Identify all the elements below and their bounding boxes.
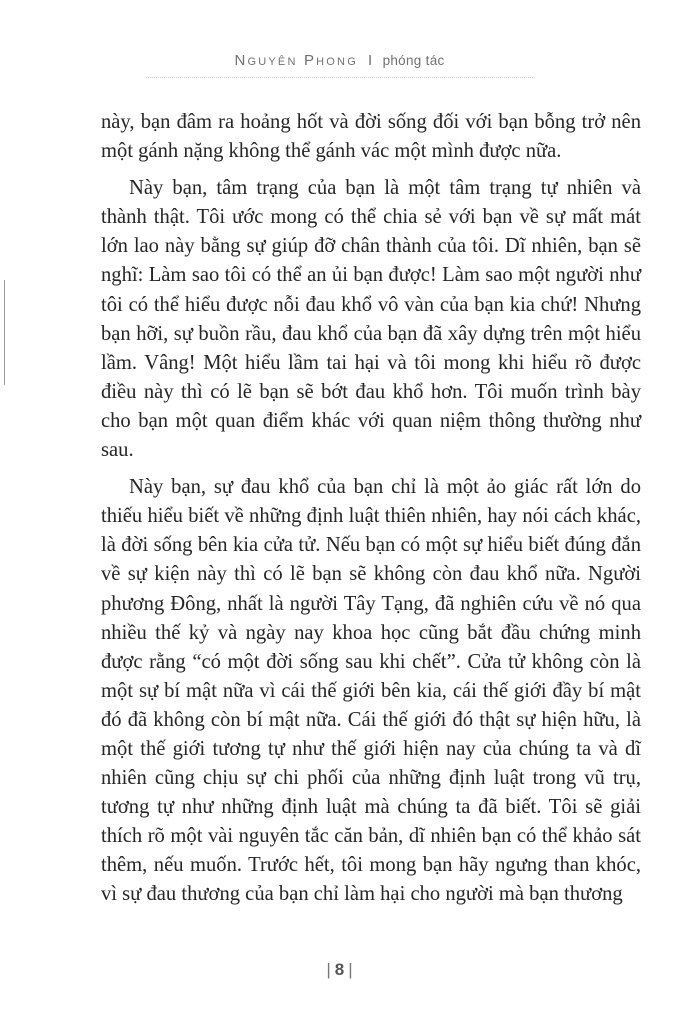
header-role: phóng tác [382,53,445,68]
folio-bar-left: | [326,960,331,979]
paragraph-2: Này bạn, tâm trạng của bạn là một tâm trạng tự nhiên và thành thật. Tôi ước mong có thể chia sẻ với bạn về sự mất mát lớn lao này bằng sự giúp đỡ chân thành của tôi. Dĩ nhiên, bạn sẽ nghĩ: Làm sao tôi có thể an ủi bạn được! Làm sao một người như tôi có thể hiểu được nỗi đau khổ vô vàn của bạn kia chứ! Nhưng bạn hỡi, sự buồn rầu, đau khổ của bạn đã xây dựng trên một hiểu lầm. Vâng! Một hiểu lầm tai hại và tôi mong khi hiểu rõ được điều này thì có lẽ bạn sẽ bớt đau khổ hơn. Tôi muốn trình bày cho bạn một quan điểm khác với quan niệm thông thường như sau. [101,177,641,462]
folio-bar-right: | [348,960,353,979]
paragraph-1: này, bạn đâm ra hoảng hốt và đời sống đối với bạn bỗng trở nên một gánh nặng không thể gánh vác một mình được nữa. [101,111,641,163]
page-number-footer [0,960,679,980]
header-separator: I [368,52,373,69]
paragraph-3: Này bạn, sự đau khổ của bạn chỉ là một ảo giác rất lớn do thiếu hiểu biết về những định luật thiên nhiên, hay nói cách khác, là đời sống bên kia cửa tử. Nếu bạn có một sự hiểu biết đúng đắn về sự kiện này thì có lẽ bạn sẽ không còn đau khổ nữa. Người phương Đông, nhất là người Tây Tạng, đã nghiên cứu về nó qua nhiều thế kỷ và ngày nay khoa học cũng bắt đầu chứng minh được rằng “có một đời sống sau khi chết”. Cửa tử không còn là một sự bí mật nữa vì cái thế giới bên kia, cái thế giới đầy bí mật đó đã không còn bí mật nữa. Cái thế giới đó thật sự hiện hữu, là một thế giới tương tự như thế giới hiện nay của chúng ta và dĩ nhiên cũng chịu sự chi phối của những định luật trong vũ trụ, tương tự như những định luật mà chúng ta đã biết. Tôi sẽ giải thích rõ một vài nguyên tắc căn bản, dĩ nhiên bạn có thể khảo sát thêm, nếu muốn. Trước hết, tôi mong bạn hãy ngưng than khóc, vì sự đau thương của bạn chỉ làm hại cho người mà bạn thương [101,476,641,906]
running-header [0,52,679,69]
body-text [101,108,641,918]
binding-edge-mark [4,280,5,385]
header-author: Nguyên Phong [234,52,358,69]
page-number: 8 [334,960,345,979]
header-dotted-rule [148,77,533,78]
